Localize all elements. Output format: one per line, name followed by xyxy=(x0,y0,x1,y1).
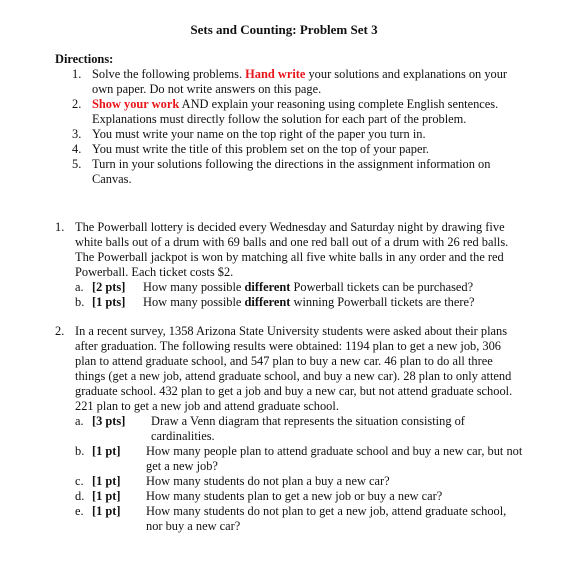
part-label: b. xyxy=(75,444,85,458)
direction-number: 5. xyxy=(72,157,82,171)
problem-part xyxy=(55,414,525,444)
direction-number: 4. xyxy=(72,142,82,156)
part-points: [1 pt] xyxy=(92,489,121,503)
problem-number: 1. xyxy=(55,220,65,234)
direction-number: 3. xyxy=(72,127,82,141)
part-text-pre: How many possible xyxy=(143,280,245,294)
direction-text: AND explain your reasoning using complete English sentences. Explanations must directly follow the solution for each part of the problem. xyxy=(92,97,499,126)
part-text: How many students do not plan to get a new job, attend graduate school, nor buy a new car? xyxy=(146,504,507,533)
part-text xyxy=(93,280,525,295)
direction-item xyxy=(72,97,522,127)
page-title: Sets and Counting: Problem Set 3 xyxy=(190,22,378,37)
problem-part xyxy=(55,280,525,295)
part-text: Draw a Venn diagram that represents the situation consisting of cardinalities. xyxy=(151,414,465,443)
direction-text: your solutions and explanations on your own paper. Do not write answers on this page. xyxy=(92,67,508,96)
direction-text: Turn in your solutions following the directions in the assignment information on Canvas. xyxy=(92,157,491,186)
problem-text: In a recent survey, 1358 Arizona State University students were asked about their plans after graduation. The following results were obtained: 1194 plan to get a new job, 306 plan to attend graduate school, and 547 plan to buy a new car. 46 plan to do all three things (get a new job, attend graduate school, and buy a new car). 28 plan to only attend graduate school. 432 plan to get a job and buy a new car, but not attend graduate school. 221 plan to get a new job and attend graduate school. xyxy=(75,324,513,413)
problem-part xyxy=(55,474,525,489)
part-label: e. xyxy=(75,504,84,518)
direction-text: You must write your name on the top right of the paper you turn in. xyxy=(92,127,426,141)
part-label: b. xyxy=(75,295,85,309)
part-text-bold: different xyxy=(244,280,291,294)
direction-item xyxy=(72,142,522,157)
direction-item xyxy=(72,127,522,142)
problem-part xyxy=(55,504,525,534)
part-points: [1 pt] xyxy=(92,444,121,458)
problem-part xyxy=(55,295,525,310)
part-points: [3 pts] xyxy=(92,414,126,428)
part-text-post: Powerball tickets can be purchased? xyxy=(290,280,474,294)
part-text: How many students plan to get a new job or buy a new car? xyxy=(146,489,443,503)
problem-2 xyxy=(55,324,525,534)
direction-emphasis: Show your work xyxy=(92,97,180,111)
part-label: a. xyxy=(75,280,84,294)
problem-number: 2. xyxy=(55,324,65,338)
problem-text: The Powerball lottery is decided every Wednesday and Saturday night by drawing five white balls out of a drum with 69 balls and one red ball out of a drum with 26 red balls. The Powerball jackpot is won by matching all five white balls in any order and the red Powerball. Each ticket costs $2. xyxy=(75,220,509,279)
part-text-bold: different xyxy=(244,295,291,309)
direction-number: 1. xyxy=(72,67,82,81)
part-label: c. xyxy=(75,474,84,488)
part-text: How many people plan to attend graduate school and buy a new car, but not get a new job? xyxy=(146,444,523,473)
directions-list xyxy=(72,67,522,187)
direction-text: You must write the title of this problem set on the top of your paper. xyxy=(92,142,430,156)
direction-number: 2. xyxy=(72,97,82,111)
direction-text: Solve the following problems. xyxy=(92,67,246,81)
direction-emphasis: Hand write xyxy=(245,67,306,81)
part-points: [2 pts] xyxy=(92,280,126,294)
part-points: [1 pt] xyxy=(92,474,121,488)
part-text-post: winning Powerball tickets are there? xyxy=(290,295,475,309)
part-points: [1 pts] xyxy=(92,295,126,309)
part-label: a. xyxy=(75,414,84,428)
directions-heading: Directions: xyxy=(55,52,114,66)
problem-part xyxy=(55,444,525,474)
part-text xyxy=(93,295,525,310)
part-label: d. xyxy=(75,489,85,503)
problem-part xyxy=(55,489,525,504)
part-points: [1 pt] xyxy=(92,504,121,518)
direction-item xyxy=(72,157,522,187)
part-text-pre: How many possible xyxy=(143,295,245,309)
direction-item xyxy=(72,67,522,97)
problem-1 xyxy=(55,220,525,310)
part-text: How many students do not plan a buy a new car? xyxy=(146,474,390,488)
